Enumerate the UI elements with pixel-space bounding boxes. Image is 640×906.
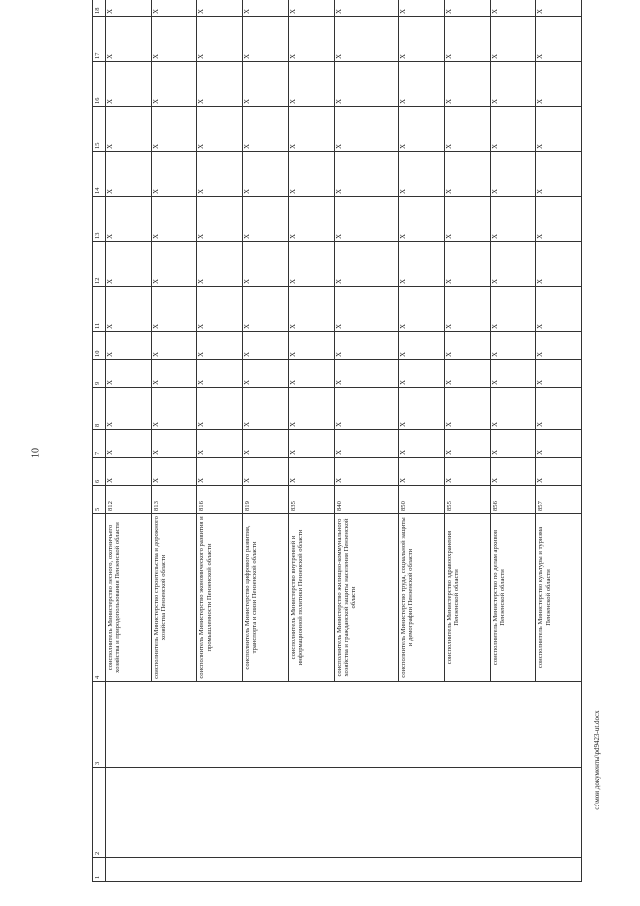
x-mark: X [536, 430, 582, 458]
x-mark: X [444, 107, 490, 152]
x-mark: X [399, 332, 445, 360]
x-mark: X [197, 332, 243, 360]
column-header: 12 [93, 242, 106, 287]
x-mark: X [288, 287, 334, 332]
column-header: 13 [93, 197, 106, 242]
x-mark: X [399, 388, 445, 430]
footer-path: c:\мои документы\pd9423-ut.docx [593, 710, 601, 810]
x-mark: X [243, 17, 289, 62]
x-mark: X [536, 458, 582, 486]
merged-cell-col-1 [106, 858, 582, 882]
x-mark: X [243, 458, 289, 486]
column-header: 10 [93, 332, 106, 360]
column-header: 7 [93, 430, 106, 458]
x-mark: X [334, 360, 399, 388]
x-mark: X [444, 388, 490, 430]
column-header: 14 [93, 152, 106, 197]
x-mark: X [106, 332, 152, 360]
column-header: 17 [93, 17, 106, 62]
column-header: 15 [93, 107, 106, 152]
merged-cell-col-3 [106, 682, 582, 768]
x-mark: X [243, 430, 289, 458]
x-mark: X [334, 287, 399, 332]
x-mark: X [151, 458, 197, 486]
column-header: 2 [93, 768, 106, 858]
x-mark: X [151, 287, 197, 332]
x-mark: X [490, 152, 536, 197]
x-mark: X [444, 360, 490, 388]
department-code: 856 [490, 486, 536, 514]
x-mark: X [536, 107, 582, 152]
column-header: 3 [93, 682, 106, 768]
x-mark: X [536, 287, 582, 332]
column-header: 18 [93, 0, 106, 17]
column-header: 9 [93, 360, 106, 388]
x-mark: X [151, 332, 197, 360]
x-mark: X [334, 430, 399, 458]
x-mark: X [151, 430, 197, 458]
x-mark: X [536, 152, 582, 197]
x-mark: X [399, 107, 445, 152]
x-mark: X [334, 458, 399, 486]
x-mark: X [151, 17, 197, 62]
x-mark: X [243, 360, 289, 388]
x-mark: X [536, 62, 582, 107]
x-mark: X [444, 458, 490, 486]
department-code: 857 [536, 486, 582, 514]
x-mark: X [536, 360, 582, 388]
x-mark: X [444, 17, 490, 62]
x-mark: X [444, 332, 490, 360]
x-mark: X [288, 0, 334, 17]
budget-table [92, 0, 582, 882]
x-mark: X [444, 197, 490, 242]
column-header: 6 [93, 458, 106, 486]
x-mark: X [197, 17, 243, 62]
x-mark: X [399, 242, 445, 287]
x-mark: X [288, 152, 334, 197]
x-mark: X [151, 242, 197, 287]
x-mark: X [444, 152, 490, 197]
column-header: 4 [93, 514, 106, 682]
x-mark: X [536, 242, 582, 287]
x-mark: X [243, 0, 289, 17]
table-region [92, 7, 582, 882]
x-mark: X [490, 360, 536, 388]
x-mark: X [490, 197, 536, 242]
x-mark: X [106, 62, 152, 107]
x-mark: X [243, 152, 289, 197]
x-mark: X [151, 62, 197, 107]
executor-description: соисполнитель Министерство жилищно-коммунального хозяйства и гражданской защиты населения Пензенской области [334, 514, 399, 682]
x-mark: X [288, 360, 334, 388]
x-mark: X [151, 152, 197, 197]
x-mark: X [399, 17, 445, 62]
x-mark: X [490, 430, 536, 458]
x-mark: X [399, 458, 445, 486]
x-mark: X [197, 360, 243, 388]
x-mark: X [106, 242, 152, 287]
x-mark: X [399, 360, 445, 388]
x-mark: X [106, 430, 152, 458]
x-mark: X [243, 197, 289, 242]
x-mark: X [288, 430, 334, 458]
department-code: 835 [288, 486, 334, 514]
x-mark: X [106, 458, 152, 486]
x-mark: X [243, 332, 289, 360]
x-mark: X [334, 332, 399, 360]
merged-cell-col-2 [106, 768, 582, 858]
x-mark: X [334, 197, 399, 242]
x-mark: X [288, 197, 334, 242]
x-mark: X [399, 152, 445, 197]
x-mark: X [399, 0, 445, 17]
x-mark: X [288, 17, 334, 62]
x-mark: X [536, 17, 582, 62]
executor-description: соисполнитель Министерство здравоохранения Пензенской области [444, 514, 490, 682]
x-mark: X [288, 458, 334, 486]
executor-description: соисполнитель Министерство труда, социальной защиты и демографии Пензенской области [399, 514, 445, 682]
x-mark: X [288, 332, 334, 360]
x-mark: X [243, 388, 289, 430]
header-row [93, 0, 106, 882]
x-mark: X [490, 458, 536, 486]
x-mark: X [151, 388, 197, 430]
x-mark: X [399, 430, 445, 458]
x-mark: X [197, 107, 243, 152]
x-mark: X [243, 242, 289, 287]
executor-description: соисполнитель Министерство цифрового развития, транспорта и связи Пензенской области [243, 514, 289, 682]
x-mark: X [536, 332, 582, 360]
x-mark: X [490, 388, 536, 430]
department-code: 840 [334, 486, 399, 514]
x-mark: X [490, 242, 536, 287]
x-mark: X [106, 0, 152, 17]
department-code: 813 [151, 486, 197, 514]
x-mark: X [444, 430, 490, 458]
x-mark: X [288, 62, 334, 107]
x-mark: X [334, 107, 399, 152]
x-mark: X [197, 430, 243, 458]
executor-description: соисполнитель Министерство внутренней и информационной политики Пензенской области [288, 514, 334, 682]
department-code: 819 [243, 486, 289, 514]
column-header: 16 [93, 62, 106, 107]
department-code: 816 [197, 486, 243, 514]
column-header: 5 [93, 486, 106, 514]
x-mark: X [334, 0, 399, 17]
x-mark: X [444, 287, 490, 332]
x-mark: X [106, 152, 152, 197]
executor-description: соисполнитель Министерство культуры и туризма Пензенской области [536, 514, 582, 682]
x-mark: X [399, 62, 445, 107]
x-mark: X [334, 242, 399, 287]
x-mark: X [151, 360, 197, 388]
x-mark: X [490, 0, 536, 17]
executor-description: соисполнитель Министерство строительства и дорожного хозяйства Пензенской области [151, 514, 197, 682]
department-code: 850 [399, 486, 445, 514]
column-header: 8 [93, 388, 106, 430]
x-mark: X [444, 242, 490, 287]
executor-description: соисполнитель Министерство экономического развития и промышленности Пензенской области [197, 514, 243, 682]
x-mark: X [197, 197, 243, 242]
x-mark: X [288, 242, 334, 287]
x-mark: X [197, 0, 243, 17]
x-mark: X [490, 287, 536, 332]
column-header: 11 [93, 287, 106, 332]
x-mark: X [197, 242, 243, 287]
x-mark: X [490, 332, 536, 360]
x-mark: X [444, 62, 490, 107]
x-mark: X [106, 360, 152, 388]
x-mark: X [334, 388, 399, 430]
x-mark: X [197, 62, 243, 107]
x-mark: X [334, 17, 399, 62]
x-mark: X [197, 287, 243, 332]
x-mark: X [536, 0, 582, 17]
x-mark: X [151, 197, 197, 242]
x-mark: X [151, 0, 197, 17]
x-mark: X [536, 388, 582, 430]
executor-description: соисполнитель Министерство лесного, охотничьего хозяйства и природопользования Пензенской области [106, 514, 152, 682]
rotated-table-frame [92, 7, 582, 882]
x-mark: X [490, 17, 536, 62]
x-mark: X [243, 107, 289, 152]
x-mark: X [197, 458, 243, 486]
x-mark: X [334, 62, 399, 107]
x-mark: X [106, 107, 152, 152]
x-mark: X [243, 62, 289, 107]
x-mark: X [490, 62, 536, 107]
x-mark: X [399, 287, 445, 332]
x-mark: X [243, 287, 289, 332]
x-mark: X [334, 152, 399, 197]
x-mark: X [444, 0, 490, 17]
page-number: 10 [30, 448, 42, 458]
x-mark: X [288, 107, 334, 152]
x-mark: X [536, 197, 582, 242]
department-code: 855 [444, 486, 490, 514]
x-mark: X [399, 197, 445, 242]
x-mark: X [197, 152, 243, 197]
executor-description: соисполнитель Министерство по делам архивов Пензенской области [490, 514, 536, 682]
x-mark: X [288, 388, 334, 430]
x-mark: X [106, 388, 152, 430]
x-mark: X [151, 107, 197, 152]
x-mark: X [106, 197, 152, 242]
x-mark: X [106, 17, 152, 62]
table-row [106, 0, 152, 882]
x-mark: X [490, 107, 536, 152]
x-mark: X [197, 388, 243, 430]
x-mark: X [106, 287, 152, 332]
department-code: 812 [106, 486, 152, 514]
column-header: 1 [93, 858, 106, 882]
